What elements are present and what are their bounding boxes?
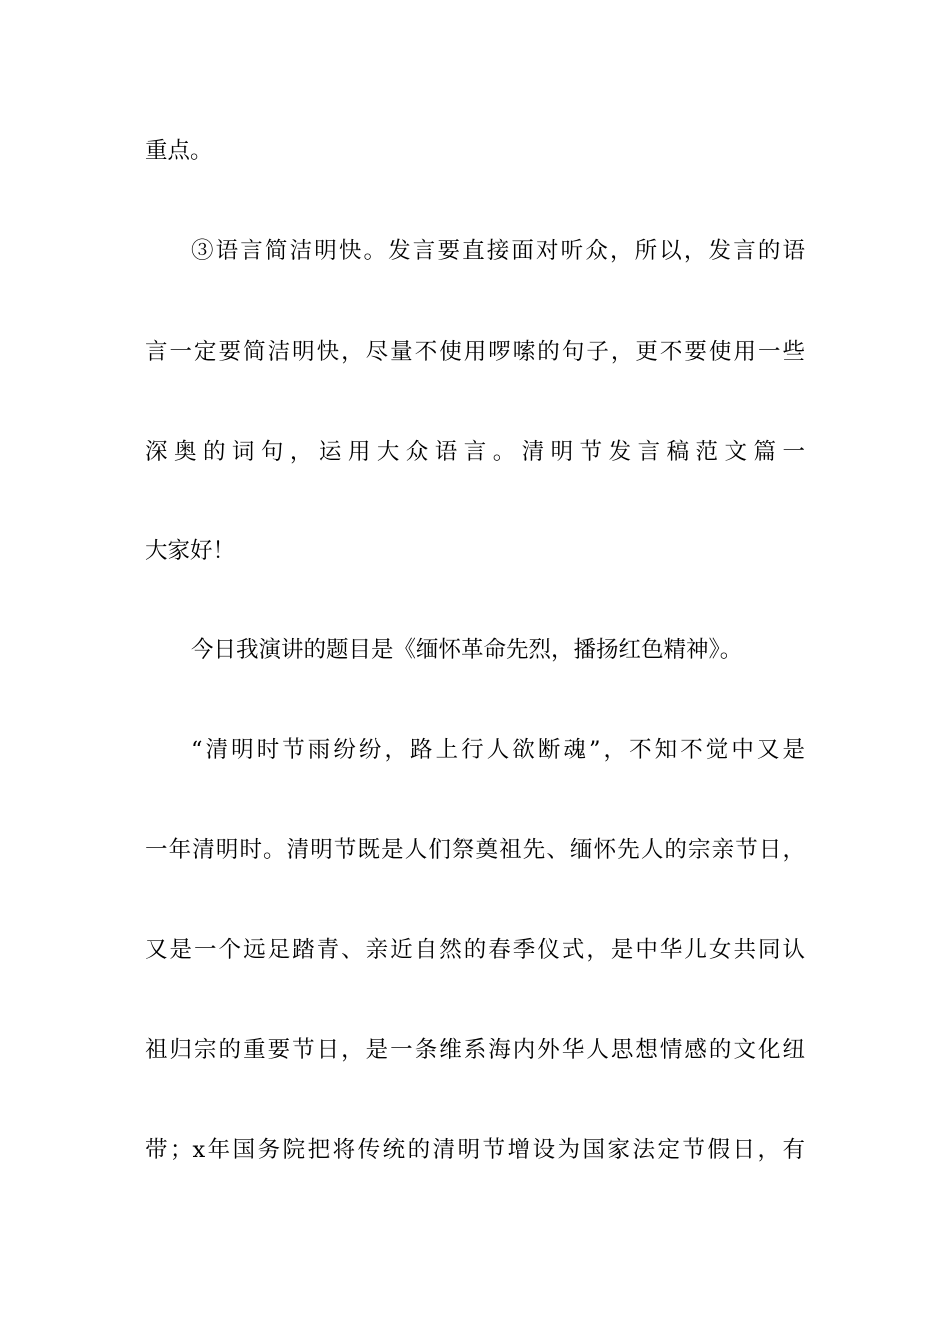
text-line-5: 大家好！ — [145, 538, 236, 564]
text-line-8: 一年清明时。清明节既是人们祭奠祖先、缅怀先人的宗亲节日， — [145, 837, 805, 863]
text-line-11: 带；x年国务院把将传统的清明节增设为国家法定节假日，有 — [145, 1137, 805, 1163]
text-line-7: “清明时节雨纷纷，路上行人欲断魂”，不知不觉中又是 — [191, 737, 805, 763]
text-line-6: 今日我演讲的题目是《缅怀革命先烈，播扬红色精神》。 — [191, 637, 743, 663]
text-line-4: 深奥的词句，运用大众语言。清明节发言稿范文篇一 — [145, 439, 805, 465]
text-line-2: ③语言简洁明快。发言要直接面对听众，所以，发言的语 — [191, 238, 805, 264]
text-line-10: 祖归宗的重要节日，是一条维系海内外华人思想情感的文化纽 — [145, 1037, 805, 1063]
text-line-1: 重点。 — [145, 138, 213, 164]
text-line-9: 又是一个远足踏青、亲近自然的春季仪式，是中华儿女共同认 — [145, 937, 805, 963]
text-line-3: 言一定要简洁明快，尽量不使用啰嗦的句子，更不要使用一些 — [145, 339, 805, 365]
